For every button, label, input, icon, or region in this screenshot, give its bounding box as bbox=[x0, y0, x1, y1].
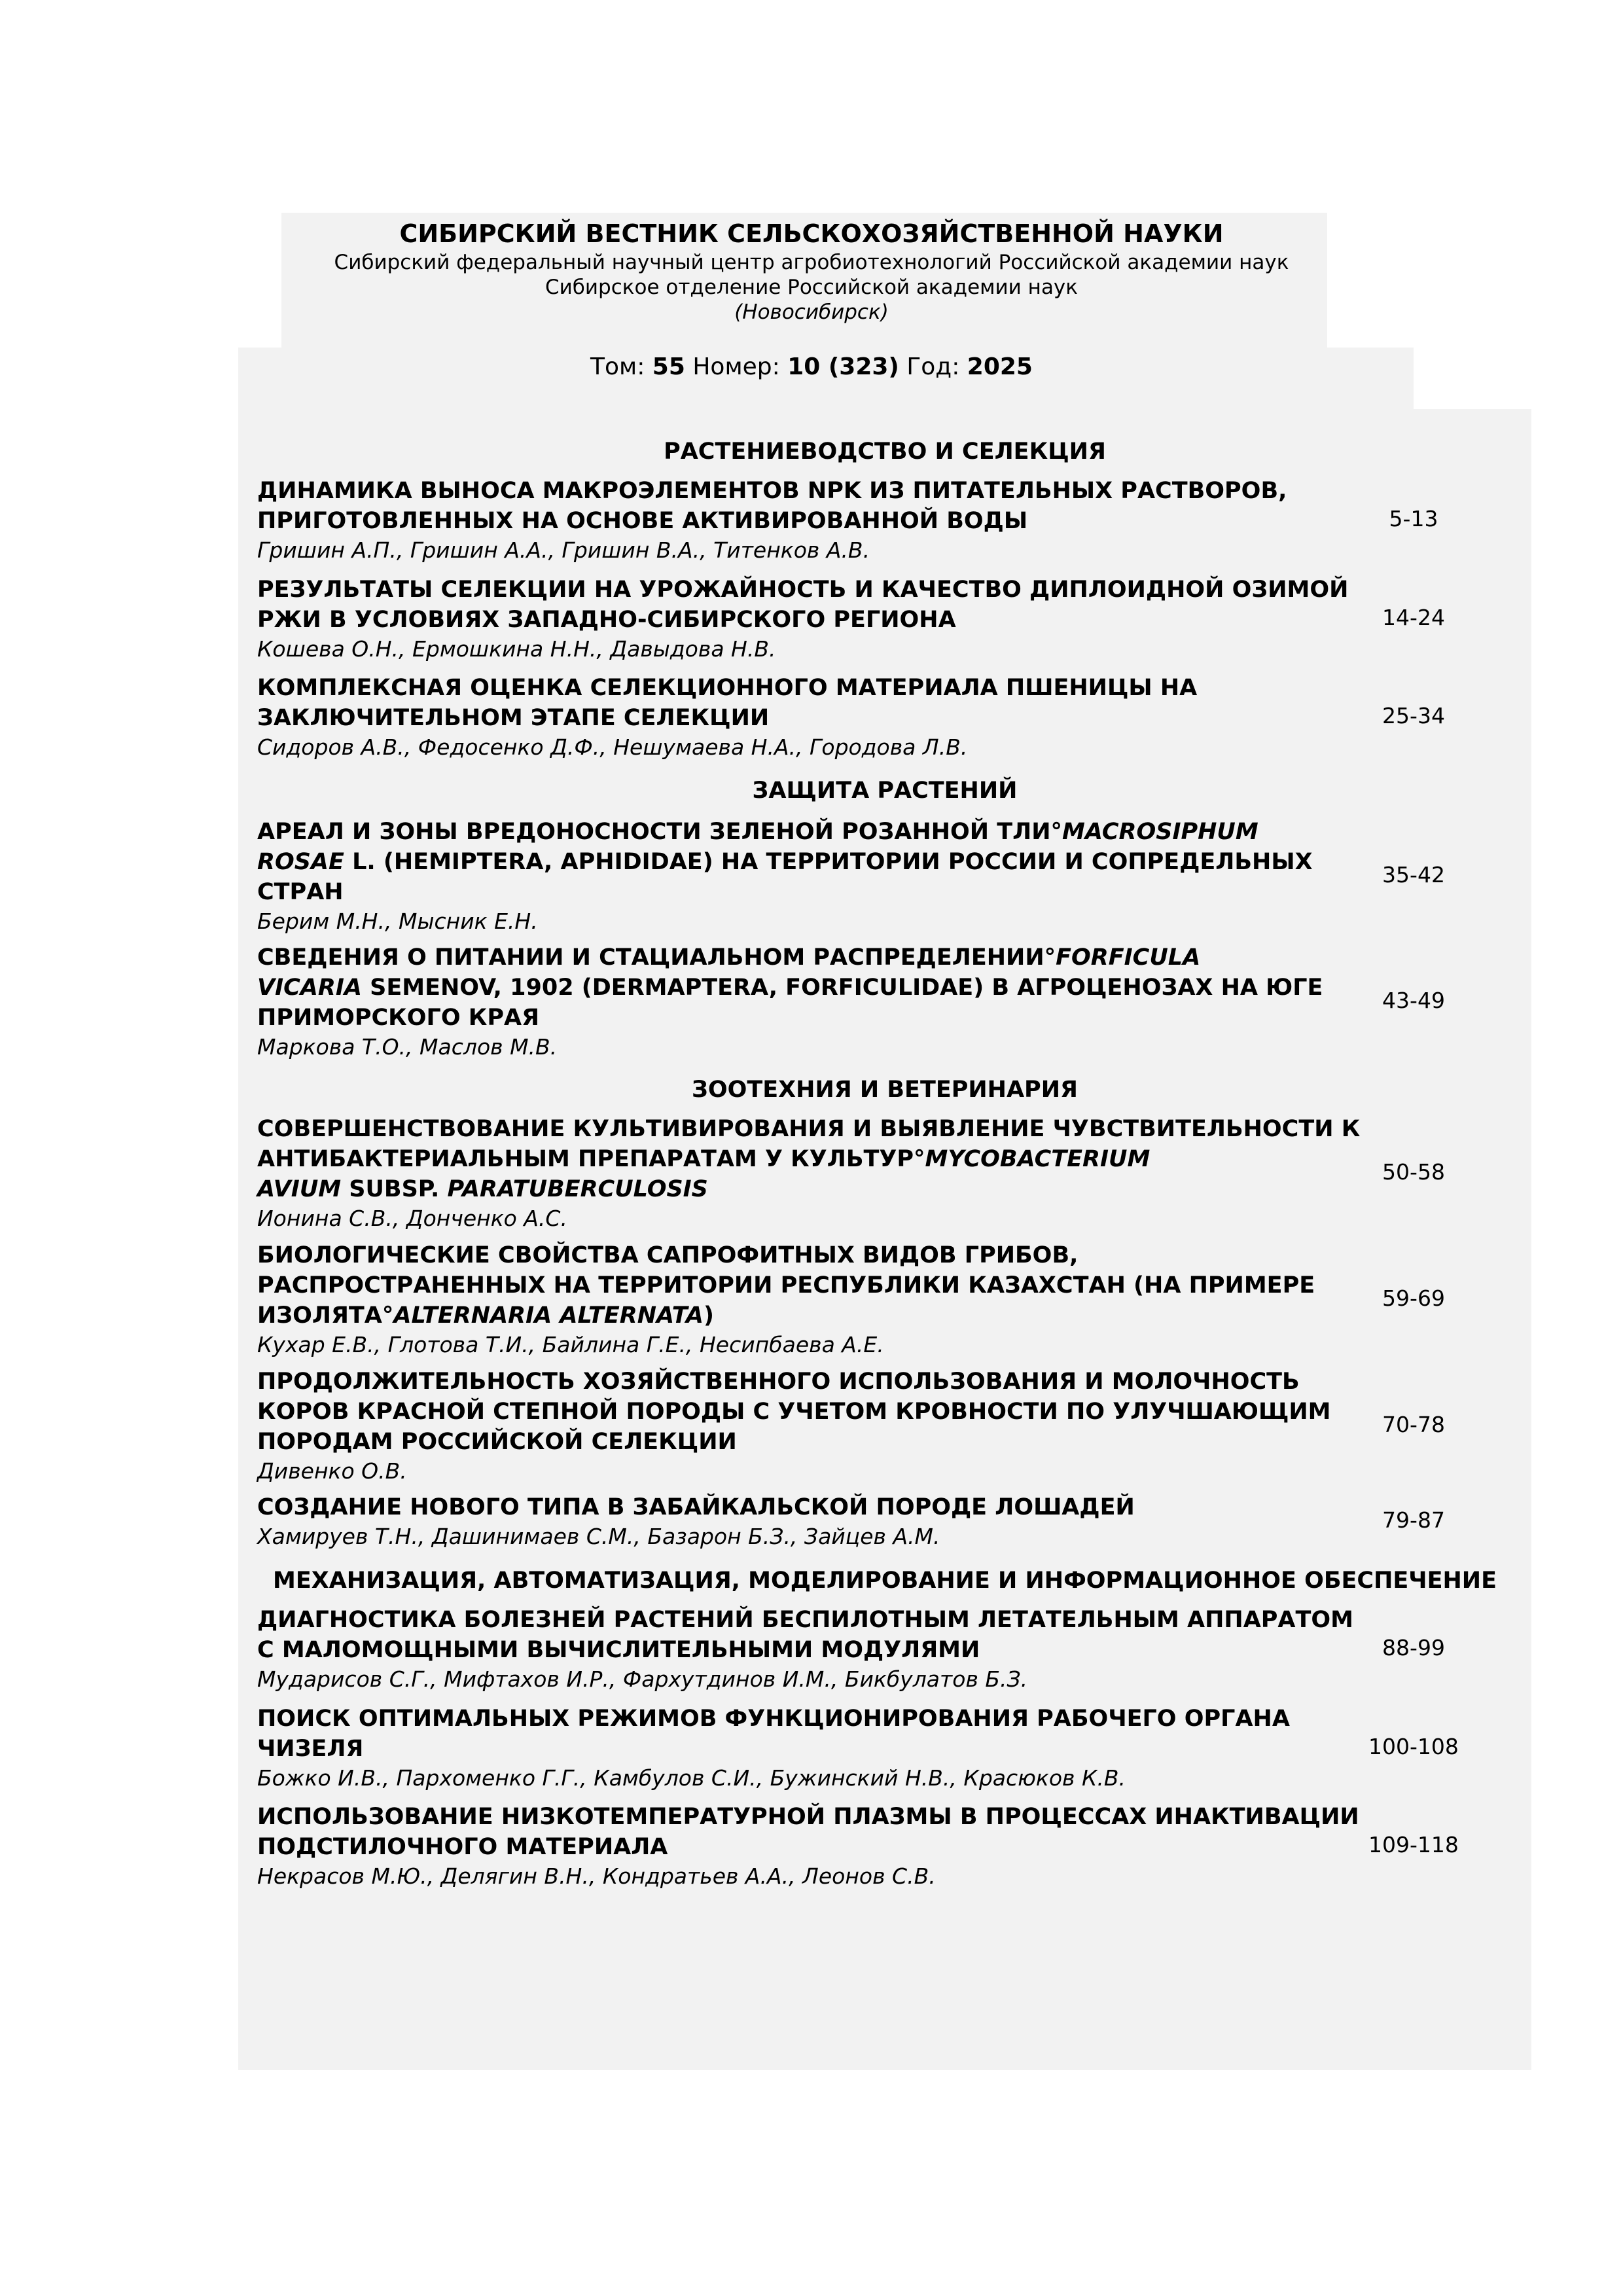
article-pages: 50-58 bbox=[1382, 1159, 1445, 1185]
article-pages: 100-108 bbox=[1368, 1734, 1459, 1759]
article-authors: Гришин А.П., Гришин А.А., Гришин В.А., Титенков А.В. bbox=[257, 537, 870, 563]
journal-city: (Новосибирск) bbox=[734, 300, 889, 324]
article-title[interactable] bbox=[257, 575, 1370, 635]
article-title[interactable] bbox=[257, 1802, 1370, 1862]
article-title-line bbox=[257, 1174, 1370, 1204]
title-text: ЗАКЛЮЧИТЕЛЬНОМ ЭТАПЕ СЕЛЕКЦИИ bbox=[257, 705, 770, 731]
title-text: SUBSP. bbox=[341, 1176, 448, 1202]
article-authors: Ионина С.В., Донченко А.С. bbox=[257, 1206, 567, 1231]
species-name: MYCOBACTERIUM bbox=[925, 1146, 1150, 1172]
article-title-line bbox=[257, 1300, 1370, 1331]
title-text: СТРАН bbox=[257, 879, 344, 905]
article-title-line bbox=[257, 1734, 1370, 1764]
title-text: ЧИЗЕЛЯ bbox=[257, 1736, 364, 1762]
article-authors: Некрасов М.Ю., Делягин В.Н., Кондратьев А.А., Леонов С.В. bbox=[257, 1863, 936, 1889]
title-text: БИОЛОГИЧЕСКИЕ СВОЙСТВА САПРОФИТНЫХ ВИДОВ ГРИБОВ, bbox=[257, 1242, 1079, 1268]
article-entry[interactable] bbox=[257, 1704, 1370, 1793]
article-entry[interactable] bbox=[257, 476, 1370, 565]
article-title-line bbox=[257, 1003, 1370, 1033]
article-pages: 79-87 bbox=[1382, 1507, 1445, 1533]
article-entry[interactable] bbox=[257, 1240, 1370, 1359]
article-pages: 109-118 bbox=[1368, 1832, 1459, 1857]
species-name: VICARIA bbox=[257, 975, 362, 1001]
section-heading: МЕХАНИЗАЦИЯ, АВТОМАТИЗАЦИЯ, МОДЕЛИРОВАНИЕ И ИНФОРМАЦИОННОЕ ОБЕСПЕЧЕНИЕ bbox=[273, 1568, 1497, 1594]
year-value: 2025 bbox=[967, 353, 1033, 380]
section-heading: РАСТЕНИЕВОДСТВО И СЕЛЕКЦИЯ bbox=[664, 439, 1106, 465]
article-title-line bbox=[257, 673, 1370, 703]
title-text: СОВЕРШЕНСТВОВАНИЕ КУЛЬТИВИРОВАНИЯ И ВЫЯВЛЕНИЕ ЧУВСТВИТЕЛЬНОСТИ К bbox=[257, 1116, 1361, 1142]
species-name: AVIUM bbox=[257, 1176, 342, 1202]
article-title-line bbox=[257, 817, 1370, 847]
article-title[interactable] bbox=[257, 817, 1370, 907]
title-text: ДИНАМИКА ВЫНОСА МАКРОЭЛЕМЕНТОВ NPK ИЗ ПИТАТЕЛЬНЫХ РАСТВОРОВ, bbox=[257, 478, 1287, 504]
article-entry[interactable] bbox=[257, 673, 1370, 762]
journal-title: СИБИРСКИЙ ВЕСТНИК СЕЛЬСКОХОЗЯЙСТВЕННОЙ НАУКИ bbox=[399, 219, 1224, 248]
section-heading: ЗАЩИТА РАСТЕНИЙ bbox=[752, 778, 1018, 804]
article-entry[interactable] bbox=[257, 1802, 1370, 1891]
article-title[interactable] bbox=[257, 1240, 1370, 1331]
title-text: С МАЛОМОЩНЫМИ ВЫЧИСЛИТЕЛЬНЫМИ МОДУЛЯМИ bbox=[257, 1637, 980, 1663]
article-pages: 59-69 bbox=[1382, 1285, 1445, 1311]
article-entry[interactable] bbox=[257, 817, 1370, 936]
article-title-line bbox=[257, 1397, 1370, 1427]
article-entry[interactable] bbox=[257, 1114, 1370, 1233]
title-text: РАСПРОСТРАНЕННЫХ НА ТЕРРИТОРИИ РЕСПУБЛИКИ КАЗАХСТАН (НА ПРИМЕРЕ bbox=[257, 1272, 1315, 1299]
article-title-line bbox=[257, 1240, 1370, 1270]
species-name: ALTERNARIA ALTERNATA bbox=[393, 1302, 704, 1329]
issue-number: 10 (323) bbox=[787, 353, 899, 380]
article-title[interactable] bbox=[257, 1704, 1370, 1764]
species-name: FORFICULA bbox=[1056, 944, 1201, 971]
title-text: КОРОВ КРАСНОЙ СТЕПНОЙ ПОРОДЫ С УЧЕТОМ КРОВНОСТИ ПО УЛУЧШАЮЩИМ bbox=[257, 1399, 1331, 1425]
article-authors: Маркова Т.О., Маслов М.В. bbox=[257, 1034, 558, 1060]
volume-label: Том: bbox=[590, 353, 645, 380]
article-pages: 5-13 bbox=[1389, 506, 1438, 531]
article-authors: Кошева О.Н., Ермошкина Н.Н., Давыдова Н.В. bbox=[257, 636, 776, 662]
title-text: ПРИМОРСКОГО КРАЯ bbox=[257, 1005, 540, 1031]
article-title-line bbox=[257, 703, 1370, 733]
title-text: SEMENOV, 1902 (DERMAPTERA, FORFICULIDAE) В АГРОЦЕНОЗАХ НА ЮГЕ bbox=[361, 975, 1323, 1001]
article-authors: Кухар Е.В., Глотова Т.И., Байлина Г.Е., Несипбаева А.Е. bbox=[257, 1332, 884, 1357]
article-title-line bbox=[257, 1605, 1370, 1635]
article-title[interactable] bbox=[257, 673, 1370, 733]
article-pages: 43-49 bbox=[1382, 988, 1445, 1013]
title-text: РЖИ В УСЛОВИЯХ ЗАПАДНО-СИБИРСКОГО РЕГИОНА bbox=[257, 607, 956, 633]
organization-line-2: Сибирское отделение Российской академии наук bbox=[544, 276, 1079, 299]
article-title[interactable] bbox=[257, 1492, 1370, 1522]
article-entry[interactable] bbox=[257, 1605, 1370, 1694]
article-pages: 70-78 bbox=[1382, 1412, 1445, 1437]
article-title-line bbox=[257, 1114, 1370, 1144]
article-entry[interactable] bbox=[257, 575, 1370, 664]
title-text: ИЗОЛЯТА° bbox=[257, 1302, 394, 1329]
title-text: ПОРОДАМ РОССИЙСКОЙ СЕЛЕКЦИИ bbox=[257, 1429, 737, 1455]
article-entry[interactable] bbox=[257, 942, 1370, 1062]
article-authors: Дивенко О.В. bbox=[257, 1458, 407, 1484]
article-title-line bbox=[257, 575, 1370, 605]
article-entry[interactable] bbox=[257, 1492, 1370, 1551]
article-title-line bbox=[257, 506, 1370, 536]
article-title-line bbox=[257, 1635, 1370, 1665]
article-entry[interactable] bbox=[257, 1367, 1370, 1486]
article-title-line bbox=[257, 1704, 1370, 1734]
article-title-line bbox=[257, 877, 1370, 907]
title-text: L. (HEMIPTERA, APHIDIDAE) НА ТЕРРИТОРИИ РОССИИ И СОПРЕДЕЛЬНЫХ bbox=[344, 849, 1313, 875]
organization-line-1: Сибирский федеральный научный центр агробиотехнологий Российской академии наук bbox=[334, 251, 1289, 274]
article-title-line bbox=[257, 605, 1370, 635]
title-text: СВЕДЕНИЯ О ПИТАНИИ И СТАЦИАЛЬНОМ РАСПРЕДЕЛЕНИИ° bbox=[257, 944, 1056, 971]
article-title-line bbox=[257, 1427, 1370, 1457]
article-title-line bbox=[257, 1802, 1370, 1832]
title-text: КОМПЛЕКСНАЯ ОЦЕНКА СЕЛЕКЦИОННОГО МАТЕРИАЛА ПШЕНИЦЫ НА bbox=[257, 675, 1198, 701]
issue-label: Номер: bbox=[692, 353, 780, 380]
title-text: ПРОДОЛЖИТЕЛЬНОСТЬ ХОЗЯЙСТВЕННОГО ИСПОЛЬЗОВАНИЯ И МОЛОЧНОСТЬ bbox=[257, 1369, 1300, 1395]
title-text: ПОИСК ОПТИМАЛЬНЫХ РЕЖИМОВ ФУНКЦИОНИРОВАНИЯ РАБОЧЕГО ОРГАНА bbox=[257, 1706, 1290, 1732]
article-authors: Божко И.В., Пархоменко Г.Г., Камбулов С.И., Бужинский Н.В., Красюков К.В. bbox=[257, 1765, 1126, 1791]
article-title-line bbox=[257, 847, 1370, 877]
article-pages: 25-34 bbox=[1382, 703, 1445, 728]
title-text: ПОДСТИЛОЧНОГО МАТЕРИАЛА bbox=[257, 1834, 668, 1860]
title-text: РЕЗУЛЬТАТЫ СЕЛЕКЦИИ НА УРОЖАЙНОСТЬ И КАЧЕСТВО ДИПЛОИДНОЙ ОЗИМОЙ bbox=[257, 577, 1349, 603]
title-text: ДИАГНОСТИКА БОЛЕЗНЕЙ РАСТЕНИЙ БЕСПИЛОТНЫМ ЛЕТАТЕЛЬНЫМ АППАРАТОМ bbox=[257, 1607, 1353, 1633]
article-authors: Хамируев Т.Н., Дашинимаев С.М., Базарон Б.З., Зайцев А.М. bbox=[257, 1524, 940, 1549]
article-title[interactable] bbox=[257, 1367, 1370, 1457]
article-title-line bbox=[257, 476, 1370, 506]
article-title-line bbox=[257, 1367, 1370, 1397]
article-title-line bbox=[257, 973, 1370, 1003]
title-text: АНТИБАКТЕРИАЛЬНЫМ ПРЕПАРАТАМ У КУЛЬТУР° bbox=[257, 1146, 925, 1172]
article-pages: 88-99 bbox=[1382, 1635, 1445, 1660]
article-authors: Берим М.Н., Мысник Е.Н. bbox=[257, 908, 538, 934]
article-title-line bbox=[257, 1832, 1370, 1862]
title-text: АРЕАЛ И ЗОНЫ ВРЕДОНОСНОСТИ ЗЕЛЕНОЙ РОЗАННОЙ ТЛИ° bbox=[257, 819, 1062, 845]
article-pages: 14-24 bbox=[1382, 605, 1445, 630]
year-label: Год: bbox=[906, 353, 960, 380]
article-authors: Мударисов С.Г., Мифтахов И.Р., Фархутдинов И.М., Бикбулатов Б.З. bbox=[257, 1666, 1028, 1692]
title-text: ПРИГОТОВЛЕННЫХ НА ОСНОВЕ АКТИВИРОВАННОЙ ВОДЫ bbox=[257, 508, 1028, 534]
article-pages: 35-42 bbox=[1382, 862, 1445, 888]
species-name: MACROSIPHUM bbox=[1062, 819, 1258, 845]
article-title-line bbox=[257, 1270, 1370, 1300]
title-text: ИСПОЛЬЗОВАНИЕ НИЗКОТЕМПЕРАТУРНОЙ ПЛАЗМЫ В ПРОЦЕССАХ ИНАКТИВАЦИИ bbox=[257, 1804, 1359, 1830]
article-title-line bbox=[257, 1492, 1370, 1522]
article-title-line bbox=[257, 1144, 1370, 1174]
volume-number: 55 bbox=[652, 353, 685, 380]
title-text: СОЗДАНИЕ НОВОГО ТИПА В ЗАБАЙКАЛЬСКОЙ ПОРОДЕ ЛОШАДЕЙ bbox=[257, 1494, 1135, 1520]
article-title[interactable] bbox=[257, 1114, 1370, 1204]
species-name: ROSAE bbox=[257, 849, 344, 875]
article-authors: Сидоров А.В., Федосенко Д.Ф., Нешумаева Н.А., Городова Л.В. bbox=[257, 734, 968, 760]
article-title[interactable] bbox=[257, 476, 1370, 536]
article-title[interactable] bbox=[257, 942, 1370, 1033]
title-text: ) bbox=[703, 1302, 714, 1329]
species-name: PARATUBERCULOSIS bbox=[447, 1176, 708, 1202]
article-title[interactable] bbox=[257, 1605, 1370, 1665]
section-heading: ЗООТЕХНИЯ И ВЕТЕРИНАРИЯ bbox=[692, 1077, 1078, 1103]
article-title-line bbox=[257, 942, 1370, 973]
issue-info bbox=[0, 353, 1623, 380]
